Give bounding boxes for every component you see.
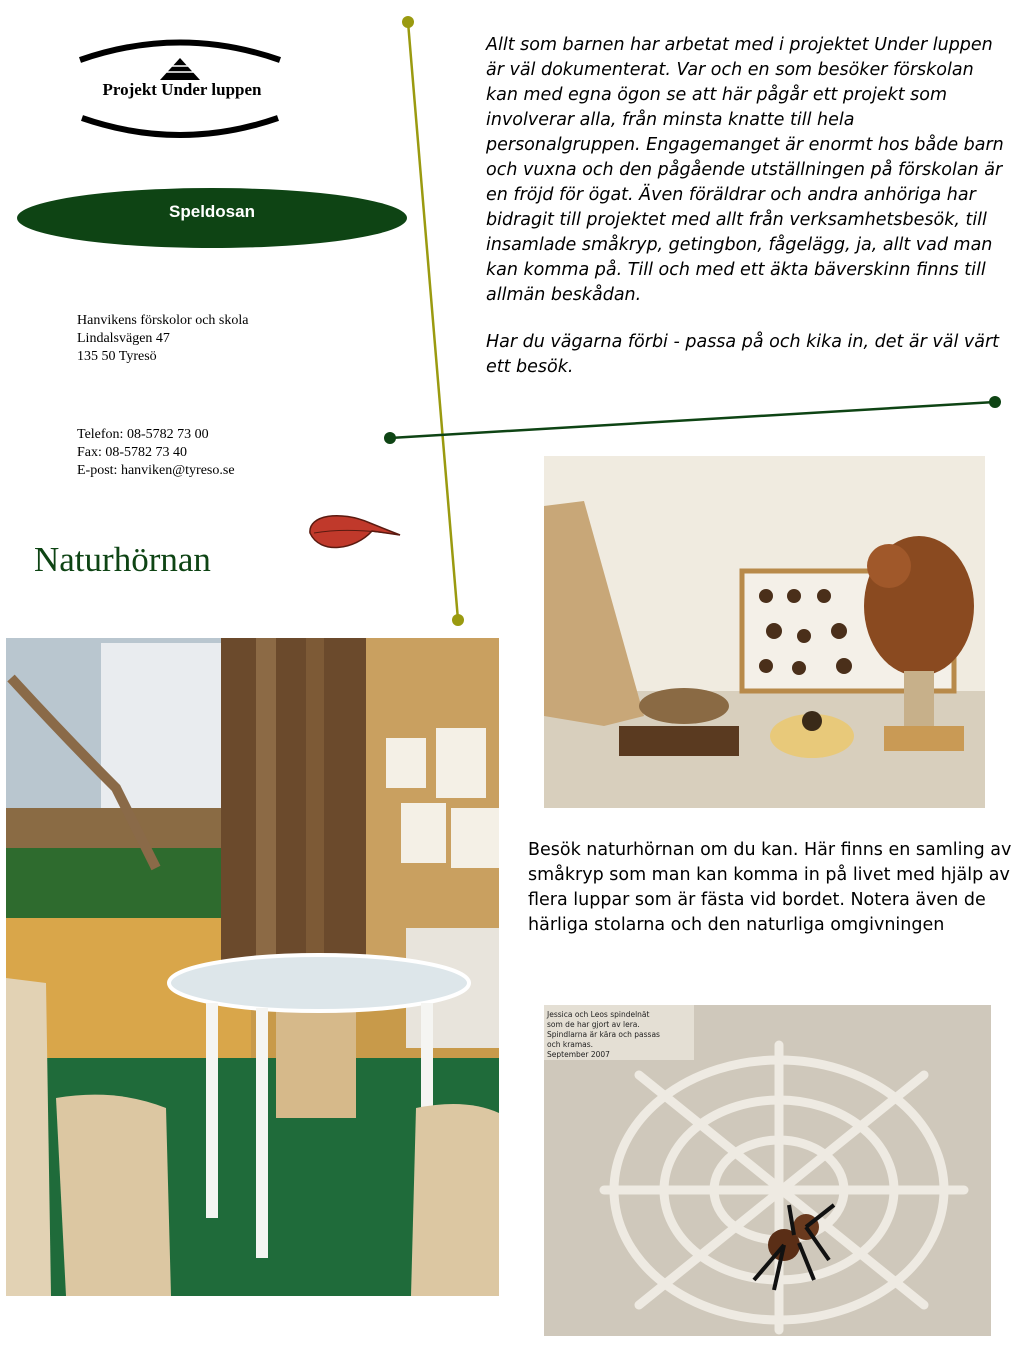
phone-number: Telefon: 08-5782 73 00 (77, 427, 209, 442)
intro-paragraph: Har du vägarna förbi - passa på och kika in, det är väl värt ett besök. (486, 332, 1000, 377)
nature-corner-photo (6, 638, 499, 1296)
email-address: E-post: hanviken@tyreso.se (77, 463, 235, 478)
address-block (77, 312, 248, 366)
intro-paragraph: Allt som barnen har arbetat med i projektet Under luppen är väl dokumenterat. Var och en som besöker förskolan kan med egna ögon se att här pågår ett projekt som involverar alla, från minsta knatte till hela personalgruppen. Engagemanget är enormt hos både barn och vuxna och den pågående utställningen på förskolan är en fröjd för ögat. Även föräldrar och andra anhöriga har bidragit till projektet med allt från verksamhetsbesök, till insamlade småkryp, getingbon, fågelägg, ja, allt vad man kan komma på. Till och med ett äkta bäverskinn finns till allmän beskådan. (486, 35, 1004, 305)
address-line: 135 50 Tyresö (77, 349, 157, 364)
photo-caption: Besök naturhörnan om du kan. Här finns en samling av småkryp som man kan komma in på livet med hjälp av flera luppar som är fästa vid bordet. Notera även de härliga stolarna och den naturliga omgivningen (528, 840, 1012, 935)
photo-note: Jessica och Leos spindelnät som de har gjort av lera. Spindlarna är kära och passas och kramas. September 2007 (547, 1010, 660, 1059)
address-line: Lindalsvägen 47 (77, 331, 170, 346)
intro-text (486, 33, 1006, 402)
contact-block (77, 426, 235, 480)
spider-web-photo (544, 1005, 991, 1336)
logo-title: Projekt Under luppen (102, 80, 262, 99)
fax-number: Fax: 08-5782 73 40 (77, 445, 188, 460)
banner-label: Speldosan (169, 202, 255, 221)
display-case-photo (544, 456, 985, 808)
speldosan-banner (17, 188, 407, 248)
leaf-icon (300, 505, 405, 555)
section-title: Naturhörnan (34, 540, 211, 579)
address-line: Hanvikens förskolor och skola (77, 313, 249, 328)
